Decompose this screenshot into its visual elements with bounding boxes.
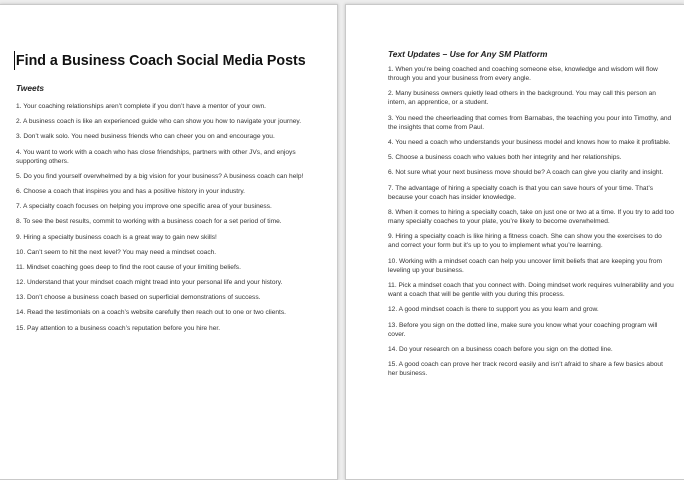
list-item: 12. A good mindset coach is there to support you as you learn and grow.	[388, 306, 599, 314]
list-item: 3. You need the cheerleading that comes from Barnabas, the teaching you pour into Timothy, and the insights that come from Paul.	[388, 114, 672, 131]
document-page-right	[345, 4, 684, 480]
list-item: 4. You want to work with a coach who has close friendships, partners with other JVs, and enjoys supporting others.	[16, 148, 296, 165]
list-item: 2. Many business owners quietly lead others in the background. You may call this person an intern, an apprentice, or a student.	[388, 90, 656, 107]
text-updates-heading: Text Updates – Use for Any SM Platform	[388, 49, 548, 59]
document-page-left	[0, 4, 338, 480]
list-item: 5. Choose a business coach who values both her integrity and her relationships.	[388, 154, 622, 162]
list-item: 9. Hiring a specialty business coach is a great way to gain new skills!	[16, 233, 217, 241]
list-item: 6. Not sure what your next business move should be? A coach can give you clarity and insight.	[388, 169, 664, 177]
list-item: 8. When it comes to hiring a specialty coach, take on just one or two at a time. If you try to add too many specialty coaches to your plate, you’re likely to become overwhelmed.	[388, 209, 674, 226]
tweets-heading: Tweets	[16, 83, 45, 93]
list-item: 15. Pay attention to a business coach’s reputation before you hire her.	[16, 324, 221, 332]
list-item: 2. A business coach is like an experienced guide who can show you how to navigate your journey.	[16, 118, 302, 126]
list-item: 13. Before you sign on the dotted line, make sure you know what your coaching program will cover.	[388, 321, 658, 338]
list-item: 11. Mindset coaching goes deep to find the root cause of your limiting beliefs.	[16, 263, 241, 271]
list-item: 1. Your coaching relationships aren’t complete if you don’t have a mentor of your own.	[16, 103, 266, 110]
list-item: 3. Don’t walk solo. You need business friends who can cheer you on and encourage you.	[16, 133, 275, 141]
list-item: 7. The advantage of hiring a specialty coach is that you can save hours of your time. That’s because your coach has insider knowledge.	[388, 184, 654, 201]
list-item: 14. Read the testimonials on a coach’s website carefully then reach out to one or two clients.	[16, 309, 287, 317]
list-item: 10. Can’t seem to hit the next level? You may need a mindset coach.	[16, 248, 217, 256]
list-item: 5. Do you find yourself overwhelmed by a big vision for your business? A business coach can help!	[16, 172, 304, 180]
list-item: 4. You need a coach who understands your business model and knows how to make it profitable.	[388, 138, 671, 146]
list-item: 7. A specialty coach focuses on helping you improve one specific area of your business.	[16, 203, 272, 211]
list-item: 13. Don’t choose a business coach based on superficial demonstrations of success.	[16, 294, 261, 302]
list-item: 1. When you’re being coached and coaching someone else, knowledge and wisdom will flow through you and your business from every angle.	[388, 66, 658, 82]
list-item: 9. Hiring a specialty coach is like hiring a fitness coach. She can show you the exercises to do and correct your form but it’s up to you to implement what you’re learning.	[388, 233, 662, 250]
list-item: 8. To see the best results, commit to working with a business coach for a set period of time.	[16, 218, 282, 226]
list-item: 10. Working with a mindset coach can help you uncover limit beliefs that are keeping you from leveling up your business.	[388, 257, 663, 274]
list-item: 15. A good coach can prove her track record easily and isn’t afraid to share a few basics about her business.	[388, 361, 663, 378]
text-updates-list	[388, 65, 674, 378]
tweets-list	[16, 102, 323, 333]
list-item: 14. Do your research on a business coach before you sign on the dotted line.	[388, 345, 613, 353]
document-title[interactable]: Find a Business Coach Social Media Posts	[15, 52, 306, 69]
list-item: 12. Understand that your mindset coach might tread into your personal life and your history.	[16, 279, 283, 287]
list-item: 11. Pick a mindset coach that you connect with. Doing mindset work requires vulnerability and you want a coach that will be gentle with you during this process.	[388, 281, 674, 298]
list-item: 6. Choose a coach that inspires you and has a positive history in your industry.	[16, 187, 245, 195]
